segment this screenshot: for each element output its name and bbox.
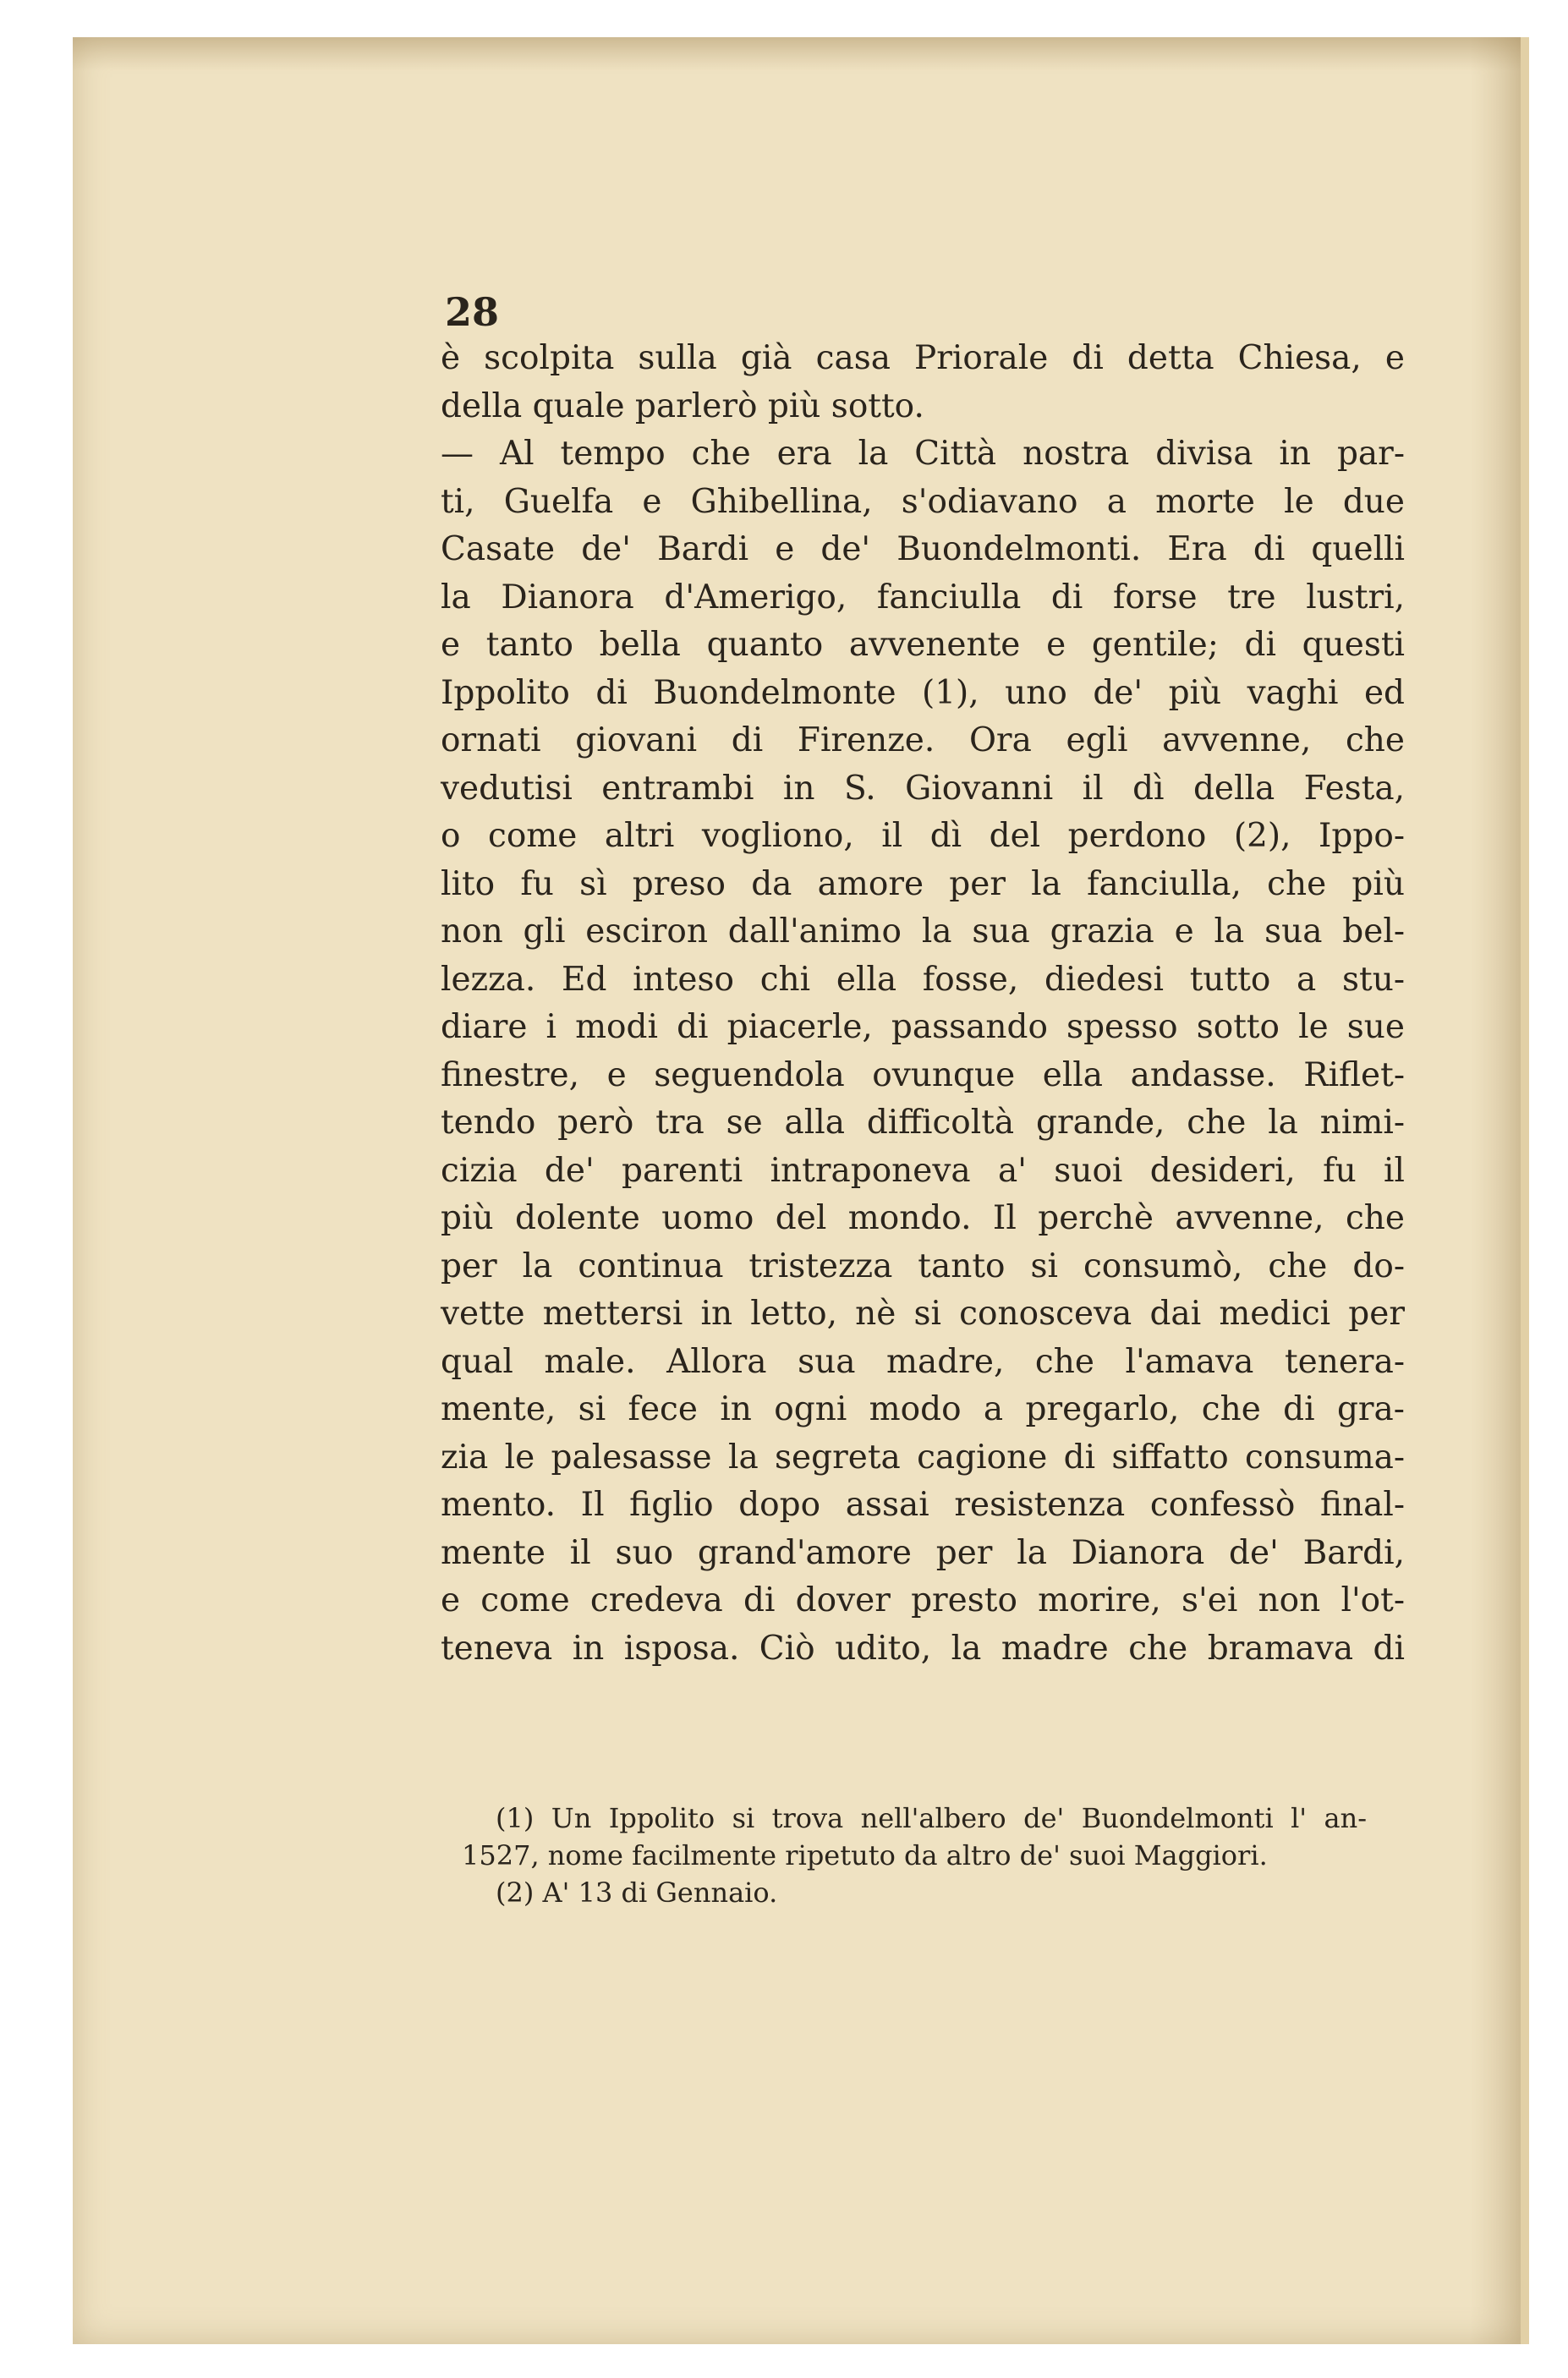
text-line: vedutisi entrambi in S. Giovanni il dì della Festa, <box>441 769 1405 808</box>
body-text <box>441 335 1405 1673</box>
text-line: più dolente uomo del mondo. Il perchè avvenne, che <box>441 1199 1405 1237</box>
text-line: tendo però tra se alla difficoltà grande, che la nimi- <box>441 1104 1405 1142</box>
footnote-1-continued: 1527, nome facilmente ripetuto da altro de' suoi Maggiori. <box>462 1839 1268 1871</box>
text-line: o come altri vogliono, il dì del perdono (2), Ippo- <box>441 817 1405 855</box>
text-line: mento. Il figlio dopo assai resistenza confessò final- <box>441 1486 1405 1524</box>
text-line: della quale parlerò più sotto. <box>441 386 924 425</box>
book-page <box>73 37 1529 2344</box>
text-line: per la continua tristezza tanto si consumò, che do- <box>441 1247 1405 1285</box>
text-line: Ippolito di Buondelmonte (1), uno de' più vaghi ed <box>441 673 1405 712</box>
text-line: ti, Guelfa e Ghibellina, s'odiavano a morte le due <box>441 482 1405 521</box>
text-line: non gli esciron dall'animo la sua grazia e la sua bel- <box>441 912 1405 951</box>
text-line: e tanto bella quanto avvenente e gentile; di questi <box>441 626 1405 664</box>
text-line: vette mettersi in letto, nè si conosceva dai medici per <box>441 1295 1405 1333</box>
text-line: qual male. Allora sua madre, che l'amava tenera- <box>441 1342 1405 1381</box>
text-line: è scolpita sulla già casa Priorale di detta Chiesa, e <box>441 339 1405 377</box>
text-line: lito fu sì preso da amore per la fanciulla, che più <box>441 864 1405 903</box>
text-line: mente, si fece in ogni modo a pregarlo, che di gra- <box>441 1390 1405 1428</box>
page-edge-shade <box>1470 37 1521 2344</box>
footnote-2: (2) A' 13 di Gennaio. <box>496 1877 778 1909</box>
text-line: lezza. Ed inteso chi ella fosse, diedesi tutto a stu- <box>441 960 1405 999</box>
text-line: teneva in isposa. Ciò udito, la madre che bramava di <box>441 1629 1405 1668</box>
text-line: e come credeva di dover presto morire, s'ei non l'ot- <box>441 1581 1405 1619</box>
page-top-shade <box>73 37 1521 71</box>
text-line: — Al tempo che era la Città nostra divisa in par- <box>441 435 1405 473</box>
text-line: cizia de' parenti intraponeva a' suoi desideri, fu il <box>441 1151 1405 1190</box>
text-line: finestre, e seguendola ovunque ella andasse. Riflet- <box>441 1055 1405 1094</box>
text-line: ornati giovani di Firenze. Ora egli avvenne, che <box>441 721 1405 759</box>
footnote-1: (1) Un Ippolito si trova nell'albero de' Buondelmonti l' an- <box>496 1802 1367 1834</box>
page-number: 28 <box>445 289 500 335</box>
text-line: zia le palesasse la segreta cagione di siffatto consuma- <box>441 1438 1405 1477</box>
text-line: Casate de' Bardi e de' Buondelmonti. Era di quelli <box>441 530 1405 568</box>
text-line: mente il suo grand'amore per la Dianora de' Bardi, <box>441 1533 1405 1572</box>
footnotes <box>462 1800 1367 1911</box>
text-line: la Dianora d'Amerigo, fanciulla di forse tre lustri, <box>441 578 1405 616</box>
text-line: diare i modi di piacerle, passando spesso sotto le sue <box>441 1008 1405 1046</box>
